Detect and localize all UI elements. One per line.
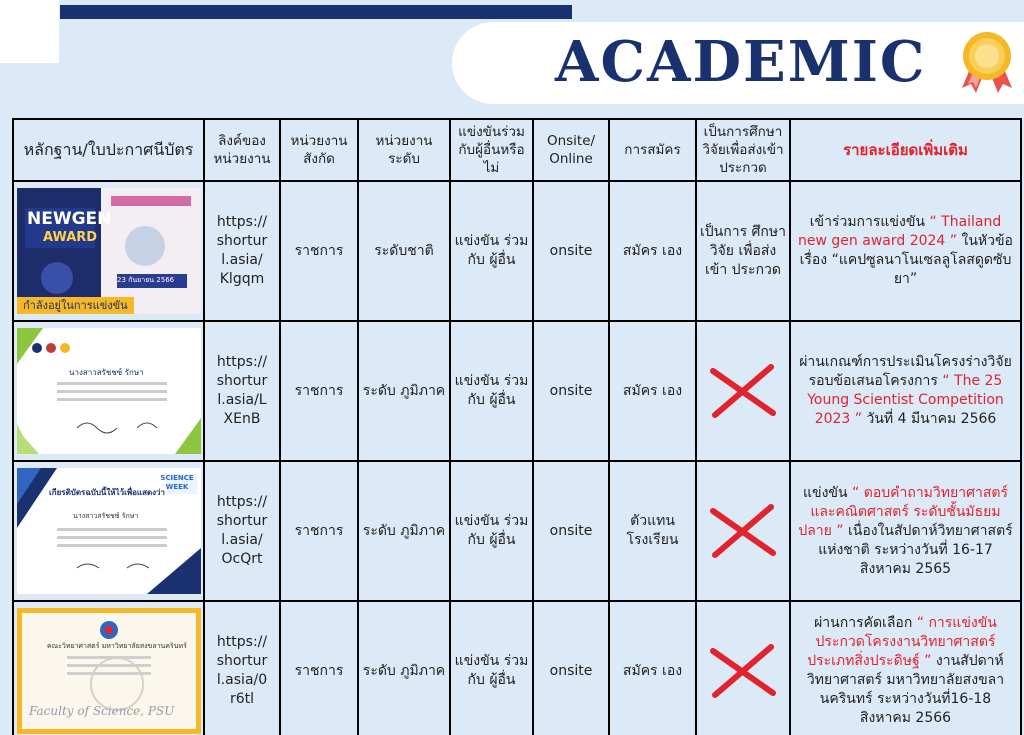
detail-highlight: “ The 25 Young Scientist Competition 2023 ”	[807, 373, 1004, 427]
mode-cell: onsite	[533, 181, 609, 321]
science-week-label: SCIENCE WEEK	[160, 474, 194, 491]
apply-cell: สมัคร เอง	[609, 181, 696, 321]
certificate-cell	[13, 601, 204, 735]
header-team: แข่งขันร่วมกับผู้อื่นหรือไม่	[450, 119, 533, 181]
x-mark-icon	[707, 501, 779, 561]
affiliation-cell: ราชการ	[280, 461, 358, 601]
team-cell: แข่งขัน ร่วมกับ ผู้อื่น	[450, 321, 533, 461]
detail-post: เนื่องในสัปดาห์วิทยาศาสตร์แห่งชาติ ระหว่างวันที่ 16-17 สิงหาคม 2565	[818, 522, 1013, 577]
top-accent-bar	[60, 5, 572, 19]
apply-cell: ตัวแทน โรงเรียน	[609, 461, 696, 601]
team-cell: แข่งขัน ร่วมกับ ผู้อื่น	[450, 181, 533, 321]
link-cell[interactable]: https:// shortur l.asia/ Klgqm	[204, 181, 280, 321]
psu-science-certificate[interactable]	[17, 608, 201, 734]
detail-cell	[790, 461, 1021, 601]
table-row	[13, 181, 1021, 321]
young-scientist-certificate[interactable]	[17, 328, 201, 454]
header-detail: รายละเอียดเพิ่มเติม	[790, 119, 1021, 181]
affiliation-cell: ราชการ	[280, 181, 358, 321]
affiliation-cell: ราชการ	[280, 321, 358, 461]
x-mark-icon	[707, 641, 779, 701]
poster-logo-line2: AWARD	[43, 230, 98, 245]
detail-cell	[790, 181, 1021, 321]
poster-logo-line1: NEWGEN	[27, 209, 112, 229]
header-mode: Onsite/ Online	[533, 119, 609, 181]
research-cell	[696, 321, 790, 461]
team-cell: แข่งขัน ร่วมกับ ผู้อื่น	[450, 461, 533, 601]
detail-pre: แข่งขัน	[803, 484, 848, 501]
table-row	[13, 461, 1021, 601]
detail-pre: ผ่านการคัดเลือก	[814, 615, 913, 631]
certificate-name: นางสาวสรัชชซ์ รักษา	[69, 368, 144, 377]
table-row	[13, 321, 1021, 461]
research-cell	[696, 601, 790, 735]
certificate-cell	[13, 181, 204, 321]
science-week-certificate[interactable]	[17, 468, 201, 594]
status-badge: กำลังอยู่ในการแข่งขัน	[17, 297, 134, 314]
detail-post: วันที่ 4 มีนาคม 2566	[866, 411, 997, 427]
link-cell[interactable]: https:// shortur l.asia/ OcQrt	[204, 461, 280, 601]
research-cell	[696, 461, 790, 601]
detail-post: ในหัวข้อเรื่อง “แคปซูลนาโนเซลลูโลสดูดซับยา”	[799, 233, 1013, 287]
detail-highlight: “ ตอบคำถามวิทยาศาสตร์และคณิตศาสตร์ ระดับชั้นมัธยมปลาย ”	[798, 484, 1008, 539]
detail-post: งานสัปดาห์วิทยาศาสตร์ มหาวิทยาลัยสงขลานครินทร์ ระหว่างวันที่16-18 สิงหาคม 2566	[806, 653, 1005, 726]
detail-cell	[790, 321, 1021, 461]
page-title: ACADEMIC	[555, 29, 927, 95]
certificate-watermark: Faculty of Science, PSU	[29, 704, 175, 718]
detail-highlight: “ Thailand new gen award 2024 ”	[798, 214, 1002, 249]
poster-image	[17, 188, 201, 314]
poster-date: 23 กันยายน 2566	[117, 276, 175, 284]
certificate-org: คณะวิทยาศาสตร์ มหาวิทยาลัยสงขลานครินทร์	[47, 642, 187, 650]
header-apply: การสมัคร	[609, 119, 696, 181]
certificate-title: เกียรติบัตรฉบับนี้ให้ไว้เพื่อแสดงว่า	[49, 488, 166, 497]
apply-cell: สมัคร เอง	[609, 601, 696, 735]
mode-cell: onsite	[533, 461, 609, 601]
level-cell: ระดับชาติ	[358, 181, 450, 321]
detail-highlight: “ การแข่งขันประกวดโครงงานวิทยาศาสตร์ ประเภทสิ่งประดิษฐ์ ”	[807, 615, 997, 669]
certificate-name: นางสาวสรัชชซ์ รักษา	[73, 512, 139, 520]
evidence-table	[12, 118, 1022, 735]
research-cell: เป็นการ ศึกษาวิจัย เพื่อส่งเข้า ประกวด	[696, 181, 790, 321]
detail-pre: เข้าร่วมการแข่งขัน	[809, 214, 925, 230]
detail-pre: ผ่านเกณฑ์การประเมินโครงร่างวิจัย รอบข้อเสนอโครงการ	[799, 354, 1012, 389]
link-cell[interactable]: https:// shortur l.asia/L XEnB	[204, 321, 280, 461]
apply-cell: สมัคร เอง	[609, 321, 696, 461]
header-certificate: หลักฐาน/ใบปะกาศนีบัตร	[13, 119, 204, 181]
mode-cell: onsite	[533, 601, 609, 735]
newgen-award-poster[interactable]	[17, 188, 201, 314]
level-cell: ระดับ ภูมิภาค	[358, 321, 450, 461]
affiliation-cell: ราชการ	[280, 601, 358, 735]
detail-cell	[790, 601, 1021, 735]
x-mark-icon	[707, 361, 779, 421]
medal-icon	[958, 30, 1016, 96]
header-research: เป็นการศึกษาวิจัยเพื่อส่งเข้าประกวด	[696, 119, 790, 181]
certificate-cell	[13, 321, 204, 461]
link-cell[interactable]: https:// shortur l.asia/0 r6tl	[204, 601, 280, 735]
certificate-cell	[13, 461, 204, 601]
header-link: ลิงค์ของหน่วยงาน	[204, 119, 280, 181]
level-cell: ระดับ ภูมิภาค	[358, 461, 450, 601]
corner-block	[0, 0, 59, 63]
header-level: หน่วยงานระดับ	[358, 119, 450, 181]
table-header-row	[13, 119, 1021, 181]
table-row	[13, 601, 1021, 735]
header-affiliation: หน่วยงานสังกัด	[280, 119, 358, 181]
mode-cell: onsite	[533, 321, 609, 461]
certificate-image	[17, 328, 201, 454]
team-cell: แข่งขัน ร่วมกับ ผู้อื่น	[450, 601, 533, 735]
level-cell: ระดับ ภูมิภาค	[358, 601, 450, 735]
